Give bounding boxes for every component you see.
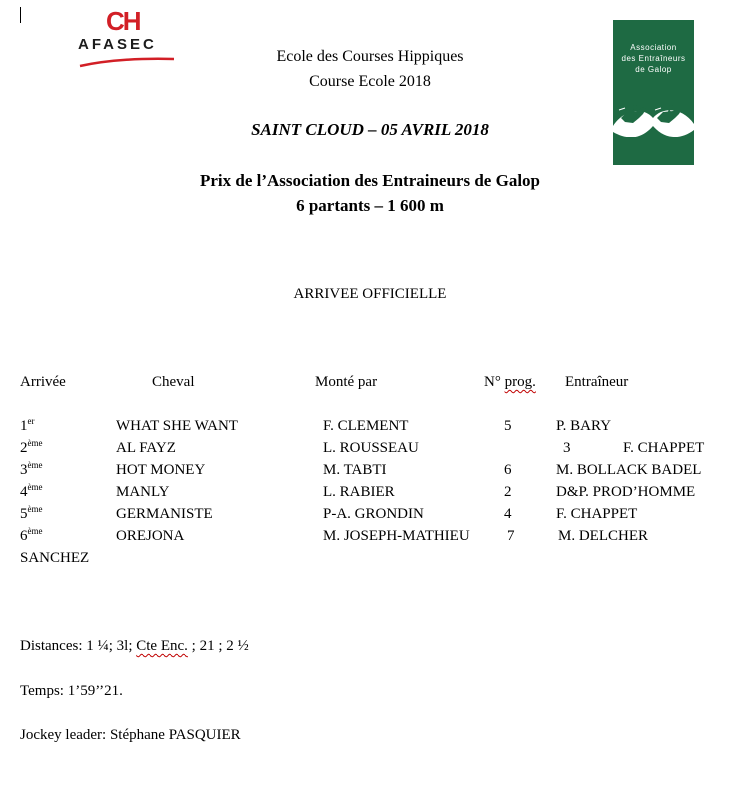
row-1-horse: WHAT SHE WANT [116,418,238,434]
row-1-position: 1er [20,416,35,434]
header-arrivee: Arrivée [20,374,66,390]
spell-underlined-word: Cte Enc. [136,638,188,654]
header-num-prog: N° prog. [484,374,536,390]
association-logo-line-1: Association [630,43,677,52]
afasec-ch-mark: CH [106,6,140,36]
spell-underlined-word: prog. [504,374,536,390]
row-5-jockey: P-A. GRONDIN [323,506,424,522]
row-4-horse: MANLY [116,484,170,500]
row-6-jockey: M. JOSEPH-MATHIEU [323,528,470,544]
temps-line: Temps: 1’59’’21. [20,683,123,699]
row-2-jockey: L. ROUSSEAU [323,440,419,456]
association-logo-line-3: de Galop [635,65,672,74]
row-6-position: 6ème [20,526,43,544]
venue-date: SAINT CLOUD – 05 AVRIL 2018 [251,120,489,139]
row-2-trainer: F. CHAPPET [623,440,705,456]
row-4-trainer: D&P. PROD’HOMME [556,484,696,500]
row-2-number: 3 [563,440,571,456]
row-3-horse: HOT MONEY [116,462,206,478]
afasec-wordmark: AFASEC [78,36,157,53]
jockey-leader-line: Jockey leader: Stéphane PASQUIER [20,727,241,743]
association-logo [613,20,694,165]
text-cursor [20,7,21,23]
row-2-position: 2ème [20,438,43,456]
row-1-trainer: P. BARY [556,418,612,434]
row-5-trainer: F. CHAPPET [556,506,638,522]
row-1-number: 5 [504,418,512,434]
row-5-number: 4 [504,506,512,522]
row-3-number: 6 [504,462,512,478]
row-4-number: 2 [504,484,512,500]
row-5-position: 5ème [20,504,43,522]
header-cheval: Cheval [152,374,195,390]
header-monte-par: Monté par [315,374,378,390]
distances-line: Distances: 1 ¼; 3l; Cte Enc. ; 21 ; 2 ½ [20,638,249,654]
row-6-trainer-continued: SANCHEZ [20,550,90,566]
row-6-horse: OREJONA [116,528,185,544]
header-entraineur: Entraîneur [565,374,629,390]
row-4-jockey: L. RABIER [323,484,395,500]
row-1-jockey: F. CLEMENT [323,418,409,434]
row-3-position: 3ème [20,460,43,478]
school-title: Ecole des Courses Hippiques [276,48,464,65]
section-title: ARRIVEE OFFICIELLE [293,286,447,302]
row-4-position: 4ème [20,482,43,500]
row-5-horse: GERMANISTE [116,506,213,522]
row-3-jockey: M. TABTI [323,462,387,478]
course-title: Course Ecole 2018 [309,73,431,90]
row-2-horse: AL FAYZ [116,440,176,456]
row-6-number: 7 [507,528,515,544]
association-logo-line-2: des Entraîneurs [621,54,686,63]
row-6-trainer: M. DELCHER [558,528,648,544]
prix-title: Prix de l’Association des Entraineurs de Galop [199,171,540,190]
row-3-trainer: M. BOLLACK BADEL [556,462,702,478]
partants-distance: 6 partants – 1 600 m [296,196,444,215]
